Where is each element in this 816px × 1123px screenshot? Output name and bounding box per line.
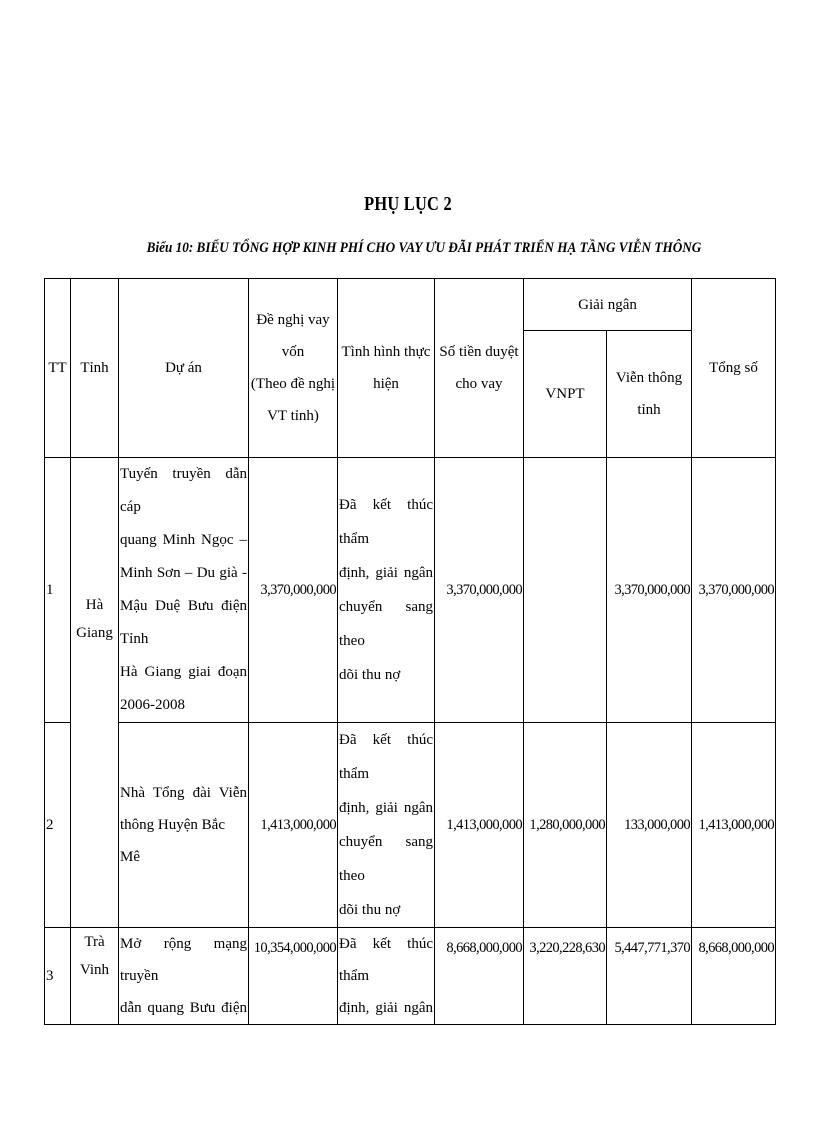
row-tong-so: 1,413,000,000	[692, 723, 776, 928]
header-tong-so: Tổng số	[692, 279, 776, 458]
header-so-tien: Số tiền duyệt cho vay	[435, 279, 524, 458]
header-du-an: Dự án	[119, 279, 249, 458]
row-de-nghi: 1,413,000,000	[249, 723, 338, 928]
header-tt: TT	[45, 279, 71, 458]
header-tinh: Tỉnh	[71, 279, 119, 458]
header-de-nghi: Đề nghị vay vốn (Theo đề nghị VT tỉnh)	[249, 279, 338, 458]
page-title: PHỤ LỤC 2	[364, 193, 452, 215]
header-vnpt: VNPT	[524, 331, 607, 458]
summary-table	[44, 278, 776, 1025]
row-tinh-hinh: Đã kết thúc thẩm định, giải ngân chuyển sang theo dõi thu nợ	[338, 723, 435, 928]
row-tong-so: 8,668,000,000	[692, 928, 776, 1025]
row-du-an: Mở rộng mạng truyền dẫn quang Bưu điện	[119, 928, 249, 1025]
row-vien-thong: 3,370,000,000	[607, 458, 692, 723]
row-de-nghi: 10,354,000,000	[249, 928, 338, 1025]
row-so-tien: 1,413,000,000	[435, 723, 524, 928]
page-subtitle: Biểu 10: BIỂU TỔNG HỢP KINH PHÍ CHO VAY ƯU ĐÃI PHÁT TRIỂN HẠ TẦNG VIỄN THÔNG	[146, 240, 702, 256]
table-row	[45, 458, 776, 723]
row-tinh-hinh: Đã kết thúc thẩm định, giải ngân chuyển sang theo dõi thu nợ	[338, 458, 435, 723]
row-tt: 3	[45, 928, 71, 1025]
row-tt: 1	[45, 458, 71, 723]
header-vien-thong: Viễn thông tỉnh	[607, 331, 692, 458]
row-du-an: Tuyến truyền dẫn cáp quang Minh Ngọc – Minh Sơn – Du già - Mậu Duệ Bưu điện Tỉnh Hà Giang giai đoạn 2006-2008	[119, 458, 249, 723]
row-vien-thong: 133,000,000	[607, 723, 692, 928]
table-row	[45, 928, 776, 1025]
row-so-tien: 3,370,000,000	[435, 458, 524, 723]
header-tinh-hinh: Tình hình thực hiện	[338, 279, 435, 458]
table-row	[45, 723, 776, 928]
row-tinh: Trà Vinh	[71, 928, 119, 1025]
row-so-tien: 8,668,000,000	[435, 928, 524, 1025]
row-vien-thong: 5,447,771,370	[607, 928, 692, 1025]
header-row	[45, 279, 776, 331]
row-vnpt	[524, 458, 607, 723]
row-du-an: Nhà Tổng đài Viễn thông Huyện Bắc Mê	[119, 723, 249, 928]
row-tinh-hinh: Đã kết thúc thẩm định, giải ngân	[338, 928, 435, 1025]
row-tt: 2	[45, 723, 71, 928]
row-tinh: Hà Giang	[71, 458, 119, 928]
row-vnpt: 1,280,000,000	[524, 723, 607, 928]
row-de-nghi: 3,370,000,000	[249, 458, 338, 723]
row-vnpt: 3,220,228,630	[524, 928, 607, 1025]
header-giai-ngan: Giải ngân	[524, 279, 692, 331]
row-tong-so: 3,370,000,000	[692, 458, 776, 723]
